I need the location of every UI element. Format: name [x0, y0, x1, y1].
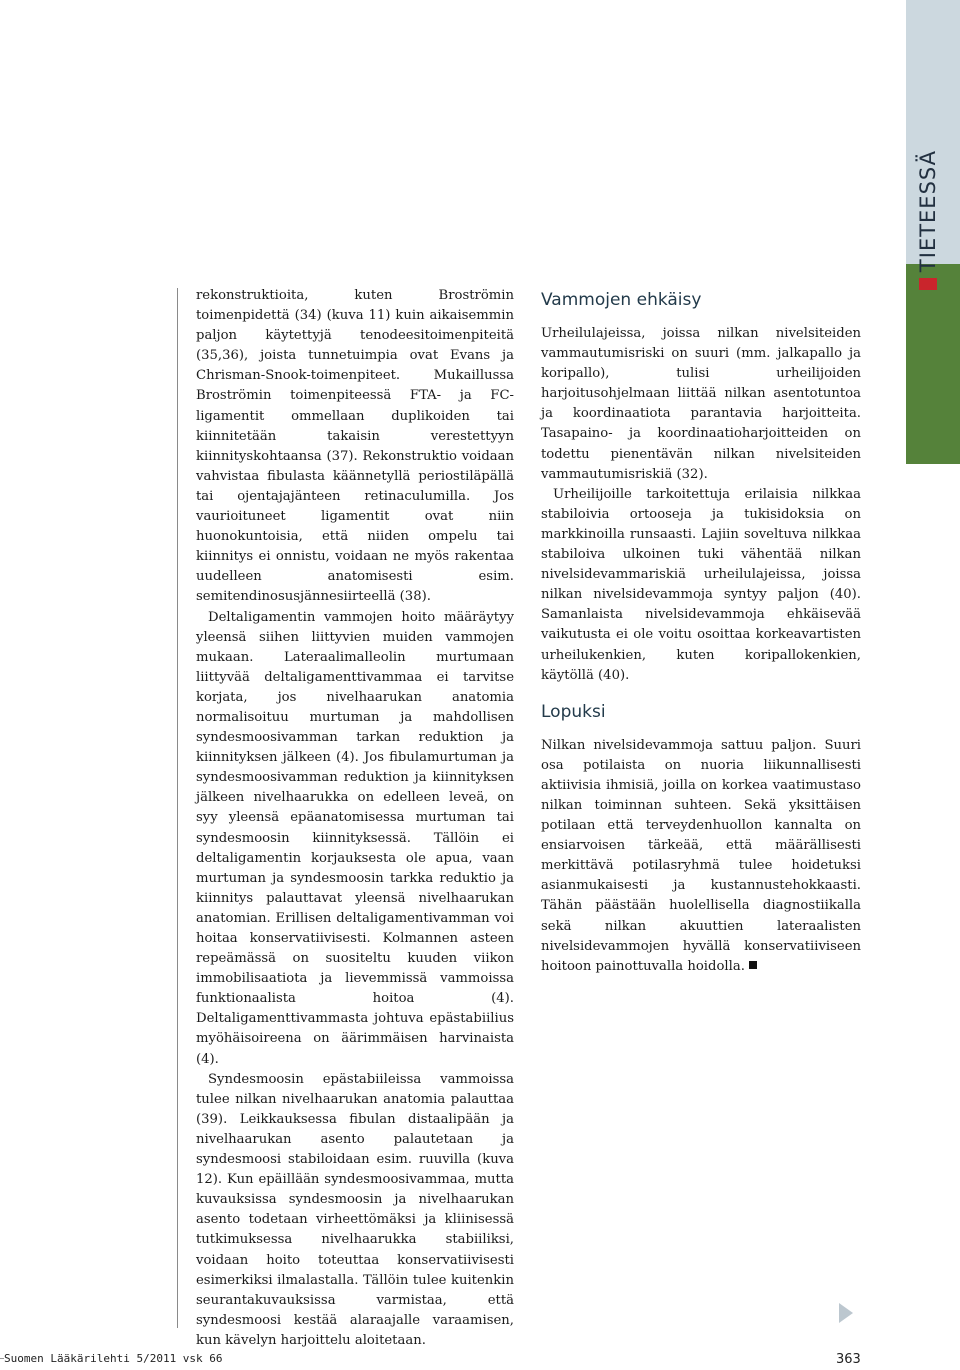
left-paragraph-3: Syndesmoosin epästabiileissa vammoissa tulee nilkan nivelhaarukan anatomia palauttaa (39). Leikkauksessa fibulan distaalipään ja nivelhaarukan asento palautetaan ja syndesmoosi stabiloidaan esim. ruuvilla (kuva 12). Kun epäillään syndesmoosivammaa, mutta kuvauksissa syndesmoosin ja nivelhaarukan asento todetaan virheettömäksi ja kliinisessä tutkimuksessa nivelhaarukka stabiiliksi, voidaan hoito toteuttaa konservatiivisesti esimerkiksi ilmalastalla. Tällöin tulee kuitenkin seurantakuvauksissa varmistaa, että syndesmoosi kestää alaraajalle varaamisen, kun kävelyn harjoittelu aloitetaan.: [196, 1071, 514, 1348]
footer-journal: Suomen Lääkärilehti 5/2011 vsk 66: [4, 1352, 227, 1365]
side-tab-bottom: [906, 264, 960, 464]
section-label-text: TIETEESSÄ: [916, 150, 940, 273]
left-paragraph-2: Deltaligamentin vammojen hoito määräytyy yleensä siihen liittyvien muiden vammojen mukaan. Lateraalimalleolin murtumaan liittyvää deltaligamenttivammaa ei tarvitse korjata, jos nivelhaarukan anatomia normalisoituu murtuman ja mahdollisen syndesmoosivamman tarkan reduktion ja kiinnityksen jälkeen (4). Jos fibulamurtuman ja syndesmoosivamman reduktion ja kiinnityksen jälkeen nivelhaarukka on edelleen leveä, on syy yleensä epäanatomisessa murtuman tai syndesmoosin kiinnityksessä. Tällöin ei deltaligamentin korjauksesta ole apua, vaan murtuman ja syndesmoosin tarkka reduktio ja kiinnitys palauttavat yleensä nivelhaarukan anatomian. Erillisen deltaligamentivamman voi hoitaa konservatiivisesti. Kolmannen asteen repeämässä on suositeltu kuuden viikon immobilisaatiota ja lievemmissä vammoissa funktionaalista hoitoa (4). Deltaligamenttivammasta johtuva epästabiilius myöhäisoireena on äärimmäisen harvinaista (4).: [196, 609, 514, 1067]
right-paragraph-1: Urheilulajeissa, joissa nilkan nivelsiteiden vammautumisriski on suuri (mm. jalkapallo ja koripallo), tulisi urheilijoiden harjoitusohjelmaan liittää nilkan asentotuntoa ja koordinaatiota parantavia harjoitteita. Tasapaino- ja koordinaatioharjoitteiden on todettu pienentävän nilkan nivelsiteiden vammautumisriskiä (32).: [541, 326, 861, 482]
continue-arrow-icon: [839, 1303, 853, 1323]
column-rule: [177, 288, 178, 1328]
right-paragraph-2: Urheilijoille tarkoitettuja erilaisia nilkkaa stabiloivia ortooseja ja tukisidoksia on markkinoilla runsaasti. Lajiin soveltuva nilkkaa stabiloiva ulkoinen tuki vähentää nilkan nivelsidevammariskiä urheilulajeissa, joissa nilkan nivelsidevammoja syntyy paljon (40). Samanlaista nivelsidevammoja ehkäisevää vaikutusta ei ole voitu osoittaa korkeavartisten urheilukenkien, kuten koripallokenkien, käytöllä (40).: [541, 486, 861, 683]
heading-lopuksi: Lopuksi: [541, 701, 606, 722]
page-number: 363: [836, 1352, 861, 1367]
section-label: [912, 150, 944, 290]
left-column: [196, 286, 514, 1351]
end-of-article-icon: [749, 961, 757, 969]
section-marker-icon: [919, 278, 937, 290]
left-paragraph-1: rekonstruktioita, kuten Broströmin toimenpidettä (34) (kuva 11) kuin aikaisemmin paljon käytettyjä tenodeesitoimenpiteitä (35,36), joista tunnetuimpia ovat Evans ja Chrisman-Snook-toimenpiteet. Mukaillussa Broströmin toimenpiteessä FTA- ja FC-ligamentit ommellaan duplikoiden tai kiinnitetään takaisin verestettyyn kiinnityskohtaansa (37). Rekonstruktio voidaan vahvistaa fibulasta käännetyllä periostiläpällä tai ojentajajänteen retinaculumilla. Jos vaurioituneet ligamentit ovat niin huonokuntoisia, että niiden ompelu tai kiinnitys ei onnistu, voidaan ne myös rakentaa uudelleen anatomisesti esim. semitendinosusjännesiirteellä (38).: [196, 288, 514, 605]
right-column: [541, 286, 861, 977]
conclusion-text: Nilkan nivelsidevammoja sattuu paljon. Suuri osa potilaista on nuoria liikunnallisesti aktiivisia ihmisiä, joilla on korkea vaatimustaso nilkan toiminnan suhteen. Sekä yksittäisen potilaan että terveydenhuollon kannalta on ensiarvoisen tärkeää, että määrällisesti merkittävä potilasryhmä tulee hoidetuksi asianmukaisesti ja kustannustehokkaasti. Tähän päästään huolellisella diagnostiikalla sekä nilkan akuuttien lateraalisten nivelsidevammojen hyvällä konservatiiviseen hoitoon painottuvalla hoidolla.: [541, 737, 861, 974]
right-paragraph-3: [541, 736, 861, 977]
heading-vammojen-ehkaisy: Vammojen ehkäisy: [541, 290, 702, 310]
